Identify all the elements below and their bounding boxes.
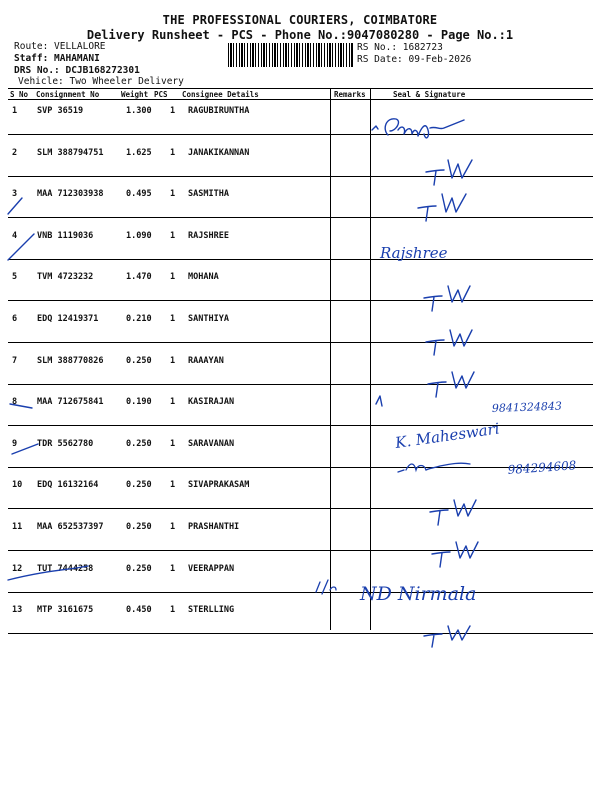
row-weight: 0.250 — [126, 563, 152, 574]
row-consignee: RAJSHREE — [188, 230, 229, 241]
row-pcs: 1 — [170, 355, 176, 366]
staff-label: Staff: MAHAMANI — [14, 53, 100, 64]
row-sno: 4 — [12, 230, 18, 241]
row-consignee: PRASHANTHI — [188, 522, 240, 532]
scribble-row9 — [398, 463, 470, 472]
col-consignment: Consignment No — [36, 90, 100, 99]
row-consignee: SIVAPRAKASAM — [188, 480, 250, 491]
row-consignment-no: SLM 388770826 — [37, 355, 104, 366]
row-sno: 10 — [12, 480, 23, 491]
row-consignee: SARAVANAN — [188, 438, 235, 449]
row-consignment-no: MAA 652537397 — [37, 522, 104, 532]
date-row12 — [316, 580, 336, 594]
row-weight: 1.300 — [126, 106, 152, 116]
row-consignment-no: SVP 36519 — [37, 106, 84, 116]
row-sno: 7 — [12, 355, 18, 366]
row-weight: 1.625 — [126, 147, 152, 158]
vehicle-label: Vehicle: Two Wheeler Delivery — [18, 76, 184, 87]
row-consignee: MOHANA — [188, 272, 219, 283]
row-consignment-no: MAA 712675841 — [37, 397, 104, 408]
row-consignment-no: VNB 1119036 — [37, 230, 94, 241]
row-consignee: JANAKIKANNAN — [188, 147, 250, 158]
row-sno: 13 — [12, 605, 23, 616]
tw-mark-row5 — [424, 286, 470, 311]
row-sno: 12 — [12, 563, 23, 574]
row-sno: 5 — [12, 272, 18, 283]
row-sno: 8 — [12, 397, 18, 408]
row-consignment-no: EDQ 12419371 — [37, 314, 99, 324]
col-sno: S No — [10, 90, 29, 99]
row-weight: 1.090 — [126, 230, 152, 241]
row-pcs: 1 — [170, 480, 176, 491]
row-consignment-no: SLM 388794751 — [37, 147, 104, 158]
row-pcs: 1 — [170, 106, 176, 116]
row-pcs: 1 — [170, 272, 176, 283]
slash-row4 — [8, 234, 34, 260]
col-pcs: PCS — [154, 90, 168, 99]
row-weight: 0.250 — [126, 522, 152, 532]
route-label: Route: VELLALORE — [14, 41, 106, 52]
tw-mark-row11 — [432, 542, 478, 567]
row-consignee: SANTHIYA — [188, 314, 229, 324]
row-sno: 2 — [12, 147, 18, 158]
tw-mark-row2 — [426, 160, 472, 185]
col-remarks: Remarks — [334, 90, 366, 99]
tw-mark-row7 — [428, 372, 474, 397]
row-pcs: 1 — [170, 314, 176, 324]
slash-row3 — [8, 198, 22, 214]
row-sno: 1 — [12, 106, 18, 116]
row-consignment-no: MAA 712303938 — [37, 189, 104, 200]
row-consignment-no: TDR 5562780 — [37, 438, 94, 449]
row-pcs: 1 — [170, 189, 176, 200]
row-pcs: 1 — [170, 397, 176, 408]
tw-mark-row3 — [418, 194, 466, 221]
row-sno: 3 — [12, 189, 18, 200]
row-weight: 0.190 — [126, 397, 152, 408]
col-signature: Seal & Signature — [393, 90, 466, 99]
slash-row8 — [10, 404, 32, 408]
row-weight: 0.450 — [126, 605, 152, 616]
row-weight: 0.250 — [126, 355, 152, 366]
slash-row12 — [8, 563, 88, 580]
tw-mark-row13 — [424, 626, 470, 647]
row-sno: 11 — [12, 522, 23, 532]
row-consignee: RAAAYAN — [188, 355, 224, 366]
signature-row1 — [372, 119, 464, 138]
phone-row9: 984294608 — [507, 458, 577, 477]
runsheet-title: Delivery Runsheet - PCS - Phone No.:9047080280 - Page No.:1 — [86, 28, 514, 42]
sig-row12: ND Nirmala — [360, 583, 477, 605]
row-pcs: 1 — [170, 438, 176, 449]
row-consignee: SASMITHA — [188, 189, 229, 200]
row-consignee: STERLLING — [188, 605, 235, 616]
row-consignee: VEERAPPAN — [188, 563, 235, 574]
name-row9: K. Maheswari — [394, 419, 501, 452]
row-sno: 9 — [12, 438, 18, 449]
slash-row9 — [12, 444, 38, 454]
row-pcs: 1 — [170, 147, 176, 158]
company-name: THE PROFESSIONAL COURIERS, COIMBATORE — [162, 13, 438, 27]
row-consignment-no: EDQ 16132164 — [37, 480, 99, 491]
row-consignee: KASIRAJAN — [188, 397, 235, 408]
row-weight: 1.470 — [126, 272, 152, 283]
row-weight: 0.250 — [126, 480, 152, 491]
col-consignee: Consignee Details — [182, 90, 259, 99]
rs-date: RS Date: 09-Feb-2026 — [357, 54, 472, 65]
row-sno: 6 — [12, 314, 18, 324]
row-pcs: 1 — [170, 230, 176, 241]
row-consignee: RAGUBIRUNTHA — [188, 106, 250, 116]
row-pcs: 1 — [170, 522, 176, 532]
row-pcs: 1 — [170, 605, 176, 616]
tw-mark-row10 — [430, 500, 476, 525]
sig-row4: Rajshree — [380, 244, 448, 262]
row-weight: 0.210 — [126, 314, 152, 324]
row-weight: 0.495 — [126, 189, 152, 200]
phone-row8: 9841324843 — [491, 399, 563, 415]
row-weight: 0.250 — [126, 438, 152, 449]
row-pcs: 1 — [170, 563, 176, 574]
tick-row8 — [376, 396, 382, 406]
tw-mark-row6 — [426, 330, 472, 355]
row-consignment-no: TVM 4723232 — [37, 272, 94, 283]
row-consignment-no: TUT 7444258 — [37, 563, 94, 574]
drs-number: DRS No.: DCJB168272301 — [14, 65, 140, 76]
row-consignment-no: MTP 3161675 — [37, 605, 94, 616]
rs-number: RS No.: 1682723 — [357, 42, 443, 53]
col-weight: Weight — [121, 90, 149, 99]
